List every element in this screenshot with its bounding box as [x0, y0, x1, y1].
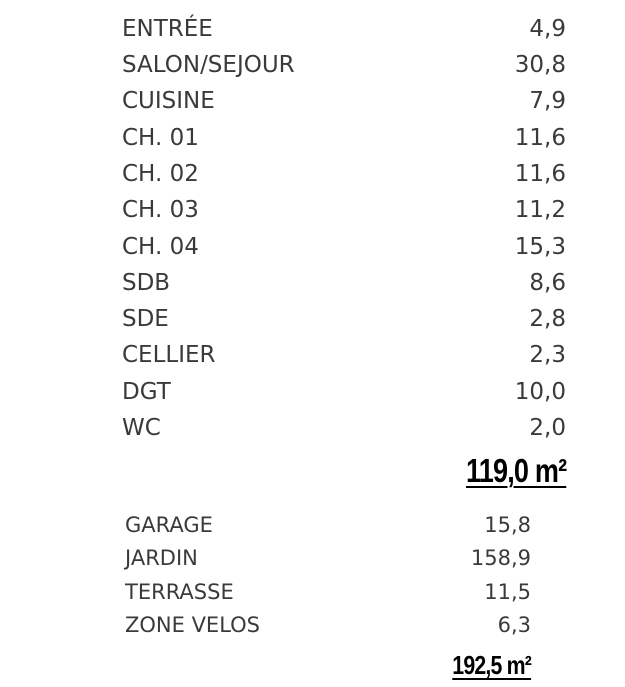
- room-area: 8,6: [529, 270, 566, 296]
- room-label: ENTRÉE: [122, 16, 213, 42]
- room-area: 4,9: [529, 16, 566, 42]
- room-area: 15,3: [514, 234, 566, 260]
- room-area: 11,2: [514, 197, 566, 223]
- annexes-total: 192,5 m²: [452, 650, 531, 680]
- room-label: SALON/SEJOUR: [122, 52, 295, 78]
- room-area: 2,3: [529, 342, 566, 368]
- room-area: 30,8: [514, 52, 566, 78]
- room-row-wc: [122, 410, 566, 446]
- room-area: 2,8: [529, 306, 566, 332]
- room-label: CELLIER: [122, 342, 216, 368]
- annex-label: ZONE VELOS: [125, 613, 261, 637]
- annex-row-garage: [125, 509, 531, 542]
- annex-area: 6,3: [497, 613, 531, 637]
- room-label: CH. 02: [122, 161, 199, 187]
- annex-row-zone-velos: [125, 609, 531, 642]
- room-area: 2,0: [529, 415, 566, 441]
- annex-label: JARDIN: [125, 546, 198, 570]
- room-label: CUISINE: [122, 88, 215, 114]
- room-row-ch-02: [122, 156, 566, 192]
- room-row-sdb: [122, 265, 566, 301]
- room-area: 11,6: [514, 125, 566, 151]
- room-row-cellier: [122, 337, 566, 373]
- room-row-ch-03: [122, 192, 566, 228]
- room-area: 10,0: [514, 379, 566, 405]
- room-area: 11,6: [514, 161, 566, 187]
- rooms-total: 119,0 m²: [465, 452, 566, 489]
- room-label: CH. 04: [122, 234, 199, 260]
- room-label: SDB: [122, 270, 171, 296]
- room-label: WC: [122, 415, 161, 441]
- room-row-dgt: [122, 374, 566, 410]
- room-row-entree: [122, 11, 566, 47]
- room-row-cuisine: [122, 83, 566, 119]
- annex-label: TERRASSE: [125, 580, 234, 604]
- annex-row-jardin: [125, 542, 531, 575]
- room-row-ch-01: [122, 120, 566, 156]
- room-row-salon-sejour: [122, 47, 566, 83]
- room-label: CH. 03: [122, 197, 199, 223]
- room-area: 7,9: [529, 88, 566, 114]
- room-row-sde: [122, 301, 566, 337]
- annex-area: 15,8: [484, 513, 531, 537]
- room-row-ch-04: [122, 229, 566, 265]
- room-label: SDE: [122, 306, 169, 332]
- room-label: DGT: [122, 379, 171, 405]
- annex-row-terrasse: [125, 576, 531, 609]
- annex-label: GARAGE: [125, 513, 213, 537]
- annex-area: 11,5: [484, 580, 531, 604]
- annex-area: 158,9: [470, 546, 531, 570]
- room-label: CH. 01: [122, 125, 199, 151]
